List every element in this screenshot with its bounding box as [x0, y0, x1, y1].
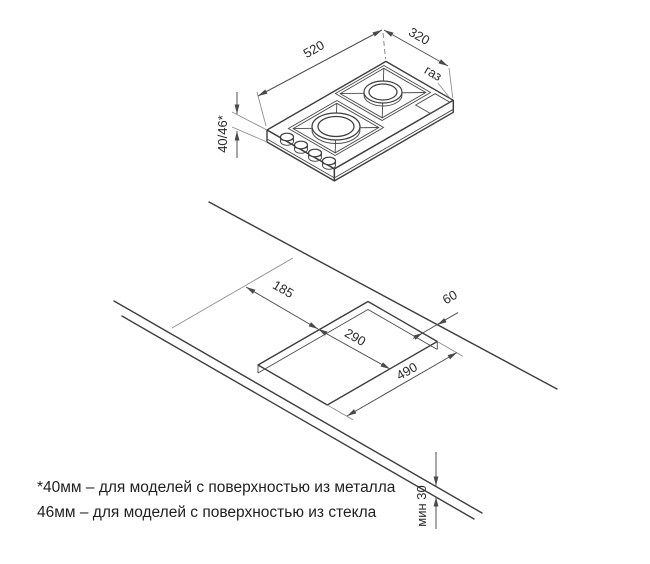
gas-label: газ — [421, 62, 445, 84]
dim-corner-centerline — [383, 33, 386, 59]
dim-490-extension-right — [437, 342, 463, 357]
dim-490-extension-left — [327, 405, 353, 420]
dim-60-label: 60 — [439, 286, 460, 308]
dim-520-extension-line — [257, 92, 266, 126]
dim-185-label: 185 — [270, 277, 297, 302]
hob-isometric-view — [215, 24, 453, 181]
dim-320-label: 320 — [406, 24, 433, 49]
dim-60-arrow-right — [437, 320, 445, 325]
burner-large-cap — [318, 117, 354, 137]
dim-520-label: 520 — [300, 37, 327, 62]
dim-320-extension-line — [449, 68, 453, 98]
dim-height-extension-top — [232, 112, 267, 130]
dim-min30-label: мин 30 — [414, 485, 429, 527]
footnote-glass: 46мм – для моделей с поверхностью из стекла — [37, 504, 377, 521]
cutout-hole — [258, 302, 437, 406]
dim-490-label: 490 — [393, 359, 420, 384]
dim-290-label: 290 — [342, 325, 369, 350]
footnotes — [37, 479, 396, 521]
burner-small-cap — [369, 84, 397, 100]
footnote-metal: *40мм – для моделей с поверхностью из металла — [37, 479, 396, 496]
dim-height-label: 40/46* — [215, 115, 230, 153]
cutout-outline — [258, 302, 437, 406]
dim-60-arrow-left — [413, 333, 423, 339]
dim-185-extension-line — [172, 258, 293, 328]
